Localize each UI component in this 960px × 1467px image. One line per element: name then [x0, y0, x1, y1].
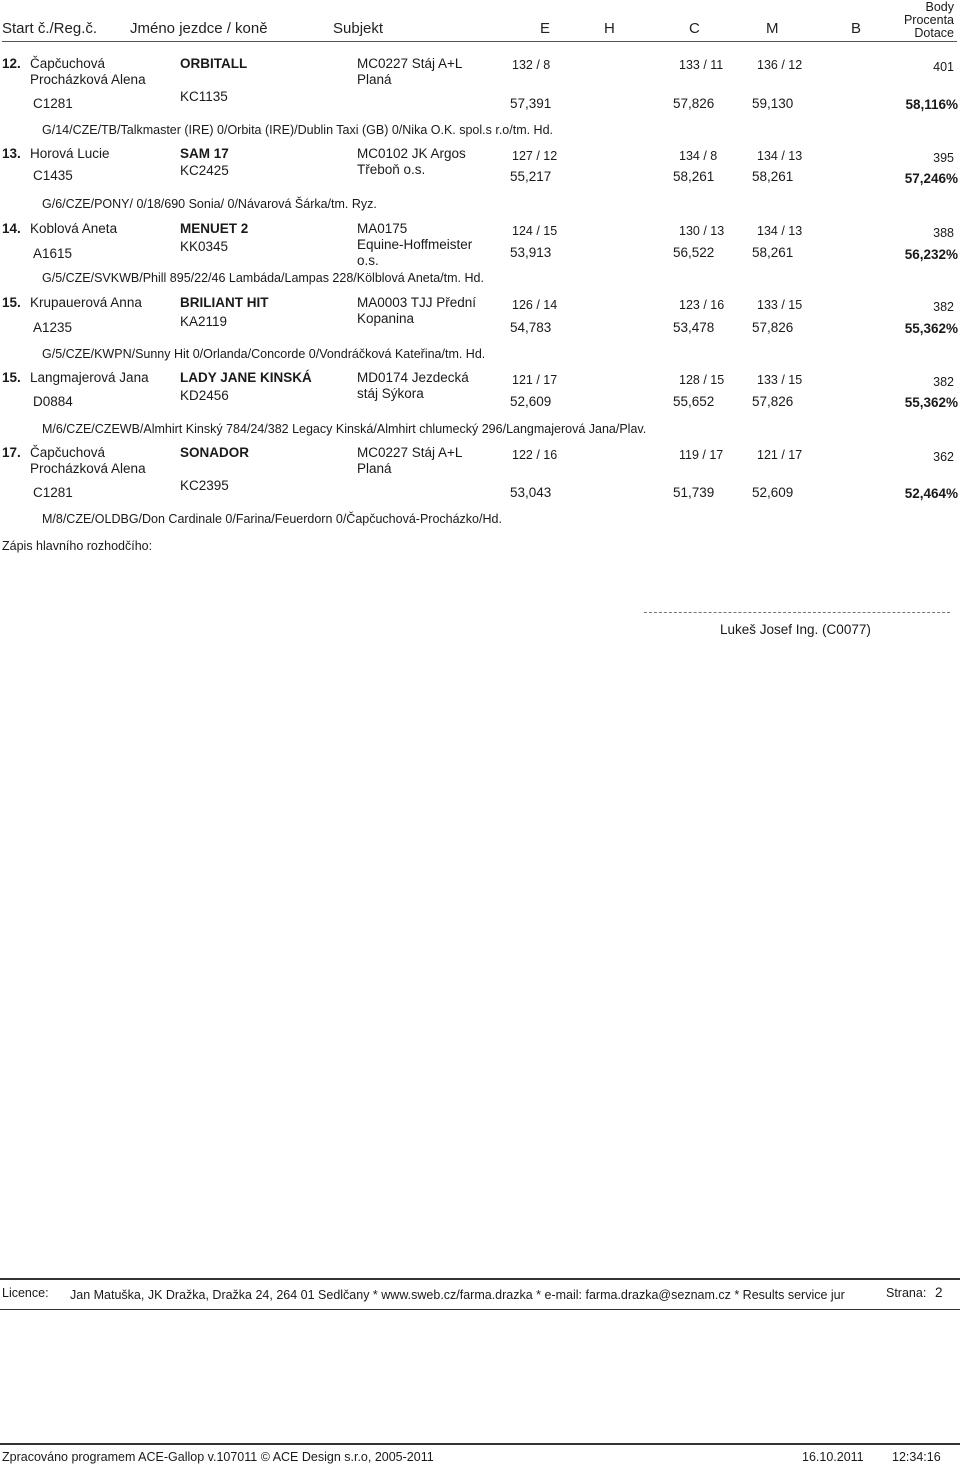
subject-line-2: Kopanina [357, 311, 415, 326]
horse-name: BRILIANT HIT [180, 295, 269, 310]
subject: MA0175 [357, 221, 408, 236]
percent-m: 59,130 [752, 96, 794, 111]
footer-date: 16.10.2011 [802, 1450, 864, 1464]
percent-e: 57,391 [510, 96, 552, 111]
footer-divider [0, 1443, 960, 1445]
pedigree: G/14/CZE/TB/Talkmaster (IRE) 0/Orbita (IRE)/Dublin Taxi (GB) 0/Nika O.K. spol.s r.o/tm. Hd. [42, 123, 554, 137]
score-c: 133 / 11 [679, 58, 724, 72]
percent-e: 52,609 [510, 394, 552, 409]
subject: MA0003 TJJ Přední [357, 295, 477, 310]
percent-e: 53,913 [510, 245, 552, 260]
rider-name: Čapčuchová [30, 56, 106, 71]
header-dotace: Dotace [914, 26, 954, 40]
footer-program: Zpracováno programem ACE-Gallop v.107011 © ACE Design s.r.o, 2005-2011 [2, 1450, 434, 1464]
licence-divider [0, 1278, 960, 1280]
total-points: 362 [933, 450, 954, 464]
total-points: 401 [933, 60, 954, 74]
rider-name-2: Procházková Alena [30, 461, 146, 476]
subject: MC0102 JK Argos [357, 146, 466, 161]
percent-c: 56,522 [673, 245, 715, 260]
subject: MD0174 Jezdecká [357, 370, 469, 385]
total-points: 388 [933, 226, 954, 240]
subject: MC0227 Stáj A+L [357, 56, 463, 71]
page-label: Strana: [886, 1286, 927, 1300]
total-percent: 57,246% [904, 171, 958, 186]
subject-line-2: Planá [357, 461, 392, 476]
percent-e: 53,043 [510, 485, 552, 500]
score-m: 133 / 15 [757, 373, 803, 387]
rider-reg: A1615 [33, 246, 73, 261]
score-c: 134 / 8 [679, 149, 718, 163]
score-c: 130 / 13 [679, 224, 725, 238]
rider-name: Horová Lucie [30, 146, 110, 161]
percent-c: 53,478 [673, 320, 715, 335]
percent-e: 55,217 [510, 169, 552, 184]
percent-c: 57,826 [673, 96, 715, 111]
footer-time: 12:34:16 [892, 1450, 941, 1464]
horse-name: LADY JANE KINSKÁ [180, 370, 312, 385]
horse-name: MENUET 2 [180, 221, 249, 236]
subject-line-2: stáj Sýkora [357, 386, 424, 401]
licence-label: Licence: [2, 1286, 49, 1300]
header-e: E [540, 20, 551, 37]
score-m: 134 / 13 [757, 149, 803, 163]
percent-m: 57,826 [752, 320, 794, 335]
header-divider [2, 41, 957, 42]
horse-name: SONADOR [180, 445, 250, 460]
score-c: 128 / 15 [679, 373, 725, 387]
judge-name: Lukeš Josef Ing. (C0077) [720, 622, 871, 637]
score-m: 136 / 12 [757, 58, 803, 72]
header-start: Start č./Reg.č. [2, 20, 98, 37]
horse-reg: KD2456 [180, 388, 229, 403]
score-e: 121 / 17 [512, 373, 558, 387]
horse-reg: KC2425 [180, 163, 229, 178]
percent-m: 57,826 [752, 394, 794, 409]
score-e: 124 / 15 [512, 224, 558, 238]
score-c: 119 / 17 [679, 448, 724, 462]
rider-name: Čapčuchová [30, 445, 106, 460]
total-points: 395 [933, 151, 954, 165]
signature-line [644, 612, 950, 613]
rider-name: Krupauerová Anna [30, 295, 142, 310]
score-m: 133 / 15 [757, 298, 803, 312]
header-procenta: Procenta [903, 13, 954, 27]
horse-reg: KC2395 [180, 478, 229, 493]
percent-c: 58,261 [673, 169, 715, 184]
score-e: 127 / 12 [512, 149, 558, 163]
horse-reg: KA2119 [180, 314, 228, 329]
licence-bottom-divider [0, 1309, 960, 1310]
total-percent: 55,362% [904, 395, 958, 410]
score-c: 123 / 16 [679, 298, 725, 312]
header-m: M [766, 20, 779, 37]
pedigree: G/5/CZE/KWPN/Sunny Hit 0/Orlanda/Concorde 0/Vondráčková Kateřina/tm. Hd. [42, 347, 486, 361]
percent-m: 58,261 [752, 245, 794, 260]
horse-name: SAM 17 [180, 146, 229, 161]
rider-reg: D0884 [33, 394, 73, 409]
horse-name: ORBITALL [180, 56, 248, 71]
header-b: B [851, 20, 862, 37]
subject-line-3: o.s. [357, 253, 379, 268]
total-percent: 52,464% [904, 486, 958, 501]
score-e: 132 / 8 [512, 58, 551, 72]
horse-reg: KK0345 [180, 239, 229, 254]
subject-line-2: Planá [357, 72, 392, 87]
percent-m: 52,609 [752, 485, 794, 500]
total-points: 382 [933, 375, 954, 389]
pedigree: M/8/CZE/OLDBG/Don Cardinale 0/Farina/Feuerdorn 0/Čapčuchová-Procházko/Hd. [42, 512, 502, 526]
subject-line-2: Equine-Hoffmeister [357, 237, 473, 252]
pedigree: G/5/CZE/SVKWB/Phill 895/22/46 Lambáda/Lampas 228/Kölblová Aneta/tm. Hd. [42, 271, 484, 285]
percent-e: 54,783 [510, 320, 552, 335]
licence-text: Jan Matuška, JK Dražka, Dražka 24, 264 01 Sedlčany * www.sweb.cz/farma.drazka * e-mail: farma.drazka@seznam.cz * Results service jur [70, 1288, 845, 1302]
header-body: Body [925, 0, 954, 14]
header-subject: Subjekt [333, 20, 384, 37]
judge-label: Zápis hlavního rozhodčího: [2, 539, 153, 553]
rider-reg: C1281 [33, 485, 73, 500]
rank: 15. [2, 295, 21, 310]
rank: 13. [2, 146, 21, 161]
horse-reg: KC1135 [180, 89, 228, 104]
score-e: 122 / 16 [512, 448, 558, 462]
header-c: C [689, 20, 700, 37]
subject: MC0227 Stáj A+L [357, 445, 463, 460]
total-percent: 56,232% [904, 247, 958, 262]
total-points: 382 [933, 300, 954, 314]
rider-reg: C1435 [33, 168, 73, 183]
subject-line-2: Třeboň o.s. [357, 162, 426, 177]
score-m: 134 / 13 [757, 224, 803, 238]
pedigree: G/6/CZE/PONY/ 0/18/690 Sonia/ 0/Návarová Šárka/tm. Ryz. [42, 197, 377, 211]
pedigree: M/6/CZE/CZEWB/Almhirt Kinský 784/24/382 Legacy Kinská/Almhirt chlumecký 296/Langmajerová Jana/Plav. [42, 422, 647, 436]
rank: 17. [2, 445, 21, 460]
rank: 12. [2, 56, 21, 71]
percent-c: 51,739 [673, 485, 715, 500]
page-number: 2 [935, 1285, 943, 1300]
percent-m: 58,261 [752, 169, 794, 184]
rank: 14. [2, 221, 21, 236]
percent-c: 55,652 [673, 394, 715, 409]
total-percent: 55,362% [904, 321, 958, 336]
rider-reg: C1281 [33, 96, 73, 111]
score-e: 126 / 14 [512, 298, 558, 312]
header-name: Jméno jezdce / koně [130, 20, 268, 37]
score-m: 121 / 17 [757, 448, 803, 462]
rider-name: Koblová Aneta [30, 221, 118, 236]
rider-name-2: Procházková Alena [30, 72, 146, 87]
total-percent: 58,116% [905, 97, 958, 112]
rank: 15. [2, 370, 21, 385]
rider-name: Langmajerová Jana [30, 370, 149, 385]
header-h: H [604, 20, 615, 37]
rider-reg: A1235 [33, 320, 73, 335]
